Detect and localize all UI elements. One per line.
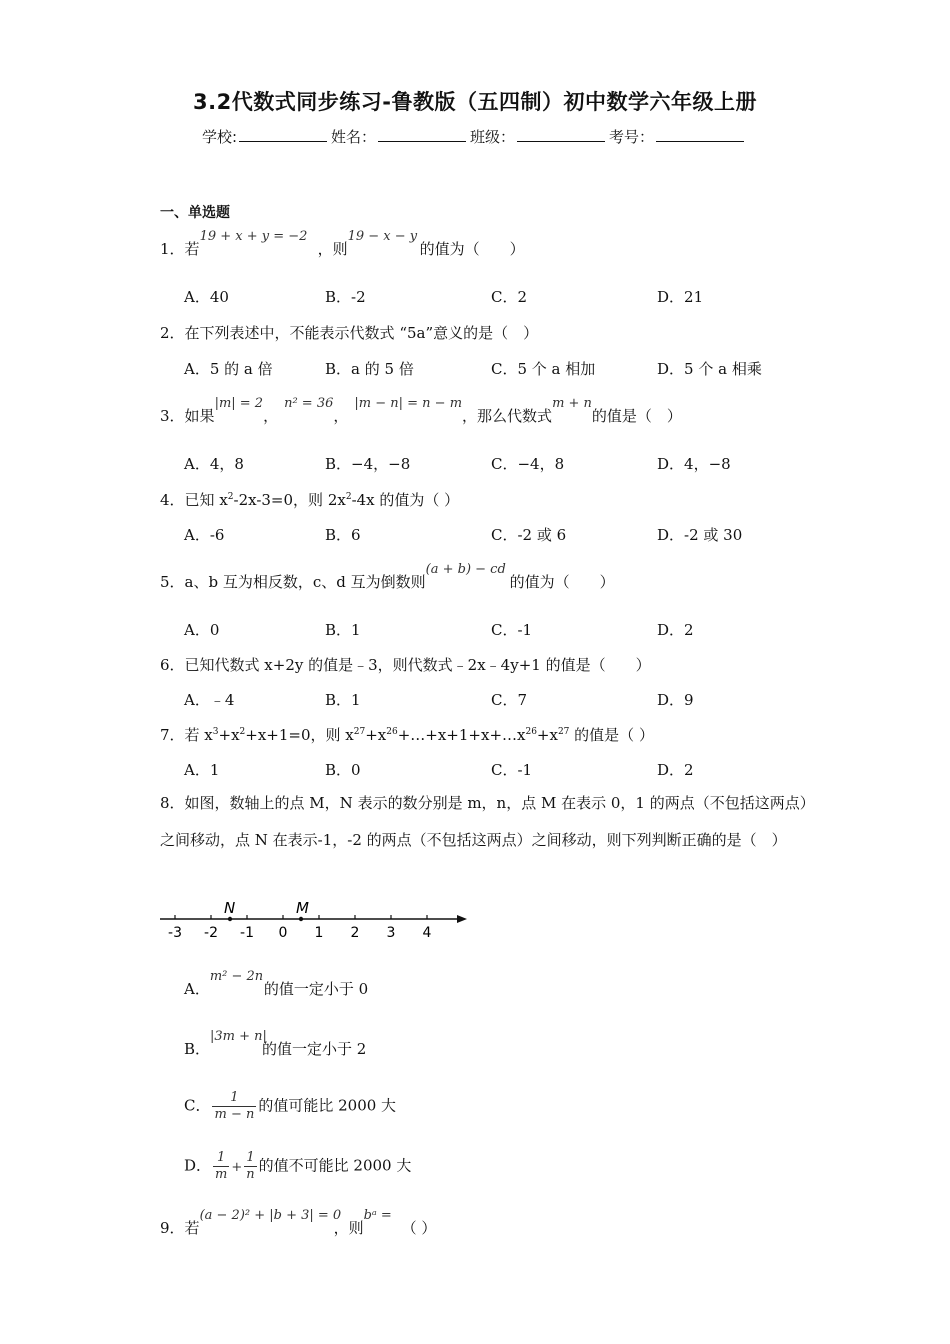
question-text: 若 (184, 240, 200, 258)
question-text: 的值是（ ） (591, 407, 682, 425)
option-label: C． (184, 1096, 211, 1115)
question-number: 4． (160, 491, 185, 509)
number-line-tick-label: -3 (168, 925, 182, 941)
question-number: 1． (160, 240, 185, 258)
option-label: D． (184, 1156, 212, 1175)
question-text: ， (263, 407, 279, 425)
question-text: ，则 (317, 240, 348, 258)
fraction-numerator: 1 (246, 1150, 255, 1165)
option-d[interactable]: D．5 个 a 相乘 (657, 360, 762, 378)
option-d[interactable]: D．2 (657, 621, 694, 639)
question-number: 9． (160, 1219, 185, 1237)
option-label: A． (184, 980, 210, 998)
math-expression: bᵃ = (363, 1208, 392, 1223)
option-a[interactable]: A．40 (184, 288, 229, 306)
class-blank[interactable] (517, 127, 605, 142)
section-heading: 一、单选题 (160, 205, 230, 221)
name-label: 姓名： (331, 128, 377, 146)
fraction (212, 1090, 256, 1123)
exponent: 2 (239, 727, 246, 737)
option-c[interactable]: C．5 个 a 相加 (491, 360, 596, 378)
question-7 (160, 724, 654, 745)
question-text: ，那么代数式 (462, 407, 553, 425)
math-expression: 19 − x − y (347, 229, 418, 244)
q8-option-a[interactable] (184, 969, 369, 999)
math-expression: |m − n| = n − m (354, 396, 463, 411)
question-text: -4x 的值为（ ） (351, 491, 460, 509)
math-expression: 19 + x + y = −2 (199, 229, 308, 244)
option-c[interactable]: C．-1 (491, 621, 533, 639)
question-text: 若 (184, 1219, 200, 1237)
option-a[interactable]: A．5 的 a 倍 (184, 360, 273, 378)
fraction-numerator: 1 (217, 1150, 226, 1165)
option-d[interactable]: D．-2 或 30 (657, 526, 743, 544)
option-b[interactable]: B．1 (325, 691, 361, 709)
fraction-numerator: 1 (230, 1090, 239, 1105)
exponent: 26 (525, 727, 537, 737)
question-text: +x (218, 726, 240, 744)
question-text: ，则 (333, 1219, 364, 1237)
option-d[interactable]: D．2 (657, 761, 694, 779)
name-blank[interactable] (378, 127, 466, 142)
math-expression: |m| = 2 (214, 396, 264, 411)
exponent: 2 (345, 492, 352, 502)
option-b[interactable]: B．0 (325, 761, 361, 779)
number-line-tick-label: 0 (278, 925, 288, 941)
question-9 (160, 1208, 437, 1238)
q3-options (184, 453, 824, 475)
question-number: 3． (160, 407, 185, 425)
option-text: 的值可能比 2000 大 (258, 1096, 397, 1115)
number-line-tick-label: 2 (350, 925, 360, 941)
option-text: 的值一定小于 0 (263, 980, 369, 998)
question-text: 的值是（ ） (569, 726, 654, 744)
exponent: 27 (557, 727, 570, 737)
question-text: 7．若 x (160, 726, 213, 744)
fraction-denominator: n (246, 1167, 255, 1182)
option-c[interactable]: C．2 (491, 288, 528, 306)
option-b[interactable]: B．−4，−8 (325, 455, 411, 473)
point-n-dot (228, 917, 232, 921)
math-expression: m + n (552, 396, 592, 411)
page-title: 3.2代数式同步练习-鲁教版（五四制）初中数学六年级上册 (193, 90, 757, 114)
q5-options (184, 619, 824, 641)
point-m-dot (299, 917, 303, 921)
number-line-tick-label: -1 (240, 925, 254, 941)
math-expression: (a − 2)² + |b + 3| = 0 (199, 1208, 342, 1223)
q1-options (184, 286, 824, 308)
question-text: 如果 (184, 407, 215, 425)
option-b[interactable]: B．a 的 5 倍 (325, 360, 414, 378)
question-4 (160, 489, 459, 510)
number-line-tick-label: 1 (314, 925, 324, 941)
option-b[interactable]: B．6 (325, 526, 361, 544)
point-m-label: M (296, 899, 309, 917)
option-d[interactable]: D．4，−8 (657, 455, 731, 473)
number-line-figure (155, 897, 475, 945)
exponent: 2 (227, 492, 234, 502)
question-text: 已知 x (184, 491, 228, 509)
option-d[interactable]: D．9 (657, 691, 694, 709)
fraction-denominator: m − n (214, 1107, 255, 1122)
fraction (213, 1150, 229, 1183)
question-3 (160, 396, 682, 426)
option-b[interactable]: B．1 (325, 621, 361, 639)
point-n-label: N (224, 899, 236, 917)
question-text: -2x-3=0，则 2x (233, 491, 346, 509)
exponent: 26 (386, 727, 398, 737)
q4-options (184, 524, 824, 546)
option-d[interactable]: D．21 (657, 288, 704, 306)
option-b[interactable]: B．-2 (325, 288, 366, 306)
q7-options (184, 759, 824, 781)
class-label: 班级： (470, 128, 516, 146)
option-a[interactable]: A．1 (184, 761, 220, 779)
option-c[interactable]: C．-1 (491, 761, 533, 779)
question-text: 的值为（ ） (509, 573, 615, 591)
option-a[interactable]: A．﹣4 (184, 691, 235, 709)
exam-number-label: 考号： (609, 128, 655, 146)
question-text: 的值为（ ） (419, 240, 525, 258)
math-expression: (a + b) − cd (425, 562, 506, 577)
number-line-tick-label: 3 (386, 925, 396, 941)
question-text: +x (365, 726, 387, 744)
plus-sign: + (231, 1159, 243, 1175)
school-blank[interactable] (239, 127, 327, 142)
math-expression: n² = 36 (284, 396, 334, 411)
exam-number-blank[interactable] (656, 127, 744, 142)
question-text: ， (333, 407, 349, 425)
q8-option-d[interactable] (184, 1150, 411, 1183)
question-text: （ ） (401, 1219, 437, 1237)
q6-options (184, 689, 824, 711)
question-text: +x (536, 726, 558, 744)
number-line-tick-label: -2 (204, 925, 218, 941)
option-c[interactable]: C．7 (491, 691, 528, 709)
student-info-line (0, 126, 950, 147)
number-line-tick-label: 4 (422, 925, 432, 941)
option-c[interactable]: C．−4，8 (491, 455, 565, 473)
option-a[interactable]: A．4，8 (184, 455, 244, 473)
option-c[interactable]: C．-2 或 6 (491, 526, 567, 544)
fraction-denominator: m (215, 1167, 228, 1182)
question-6: 6．已知代数式 x+2y 的值是﹣3，则代数式﹣2x﹣4y+1 的值是（ ） (160, 656, 651, 674)
exponent: 3 (212, 727, 219, 737)
question-2: 2．在下列表述中，不能表示代数式 “5a”意义的是（ ） (160, 324, 539, 342)
q2-options (184, 358, 824, 380)
math-expression: |3m + n| (210, 1029, 267, 1044)
number-line-arrow (457, 915, 467, 923)
question-5 (160, 562, 615, 592)
question-text: 5．a、b 互为相反数，c、d 互为倒数则 (160, 573, 426, 591)
school-label: 学校: (201, 128, 237, 146)
question-1 (160, 229, 525, 259)
option-a[interactable]: A．-6 (184, 526, 225, 544)
option-text: 的值一定小于 2 (262, 1040, 367, 1058)
q8-option-b[interactable] (184, 1029, 367, 1059)
question-text: +x+1=0，则 x (245, 726, 354, 744)
option-a[interactable]: A．0 (184, 621, 220, 639)
fraction (244, 1150, 256, 1183)
option-text: 的值不可能比 2000 大 (258, 1156, 412, 1175)
q8-option-c[interactable] (184, 1090, 396, 1123)
option-label: B． (184, 1040, 211, 1058)
question-text: +…+x+1+x+…x (397, 726, 526, 744)
exponent: 27 (353, 727, 366, 737)
math-expression: m² − 2n (209, 969, 264, 984)
question-8: 8．如图，数轴上的点 M，N 表示的数分别是 m，n，点 M 在表示 0，1 的两点（不包括这两点）之间移动，点 N 在表示-1，-2 的两点（不包括这两点）之间移动，则下列判断正确的是（ ） (160, 794, 808, 849)
